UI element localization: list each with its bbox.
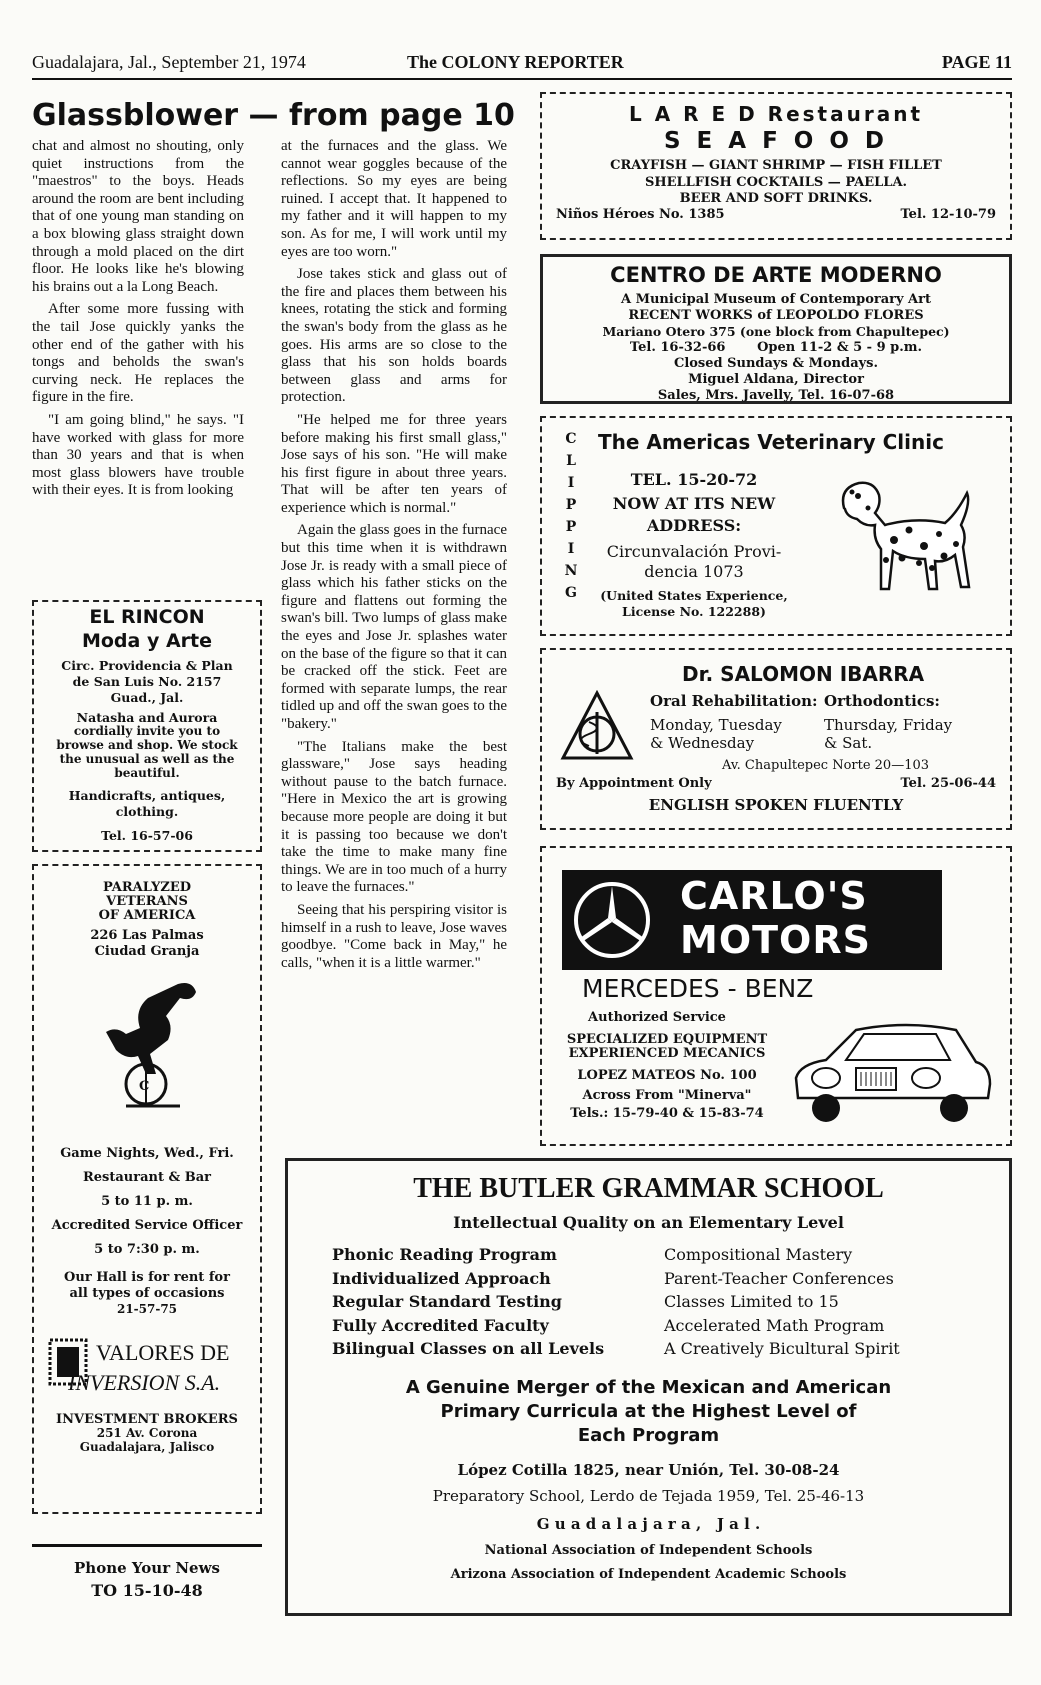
article-paragraph: After some more fussing with the tail Jose quickly yanks the other end of the gather with his tongs and beholds the swan's curving neck. He replaces the figure in the fire. xyxy=(32,301,244,406)
ad-line: beautiful. xyxy=(114,766,180,780)
ad-title: CENTRO DE ARTE MODERNO xyxy=(610,263,942,287)
ad-line: de San Luis No. 2157 xyxy=(72,674,222,689)
letter: N xyxy=(564,563,578,579)
ad-line: License No. 122288) xyxy=(622,604,766,619)
ad-phone: TO 15-10-48 xyxy=(91,1581,203,1600)
ad-carlos-motors xyxy=(540,846,1012,1146)
feature-item: Individualized Approach xyxy=(332,1268,551,1288)
ad-line: NOW AT ITS NEW xyxy=(612,494,776,513)
ad-address: 251 Av. Corona xyxy=(96,1426,198,1440)
ad-phone: TEL. 15-20-72 xyxy=(630,470,758,489)
ad-line: Oral Rehabilitation: xyxy=(650,692,818,710)
ad-line: & Sat. xyxy=(824,734,873,752)
ad-line: Guad., Jal. xyxy=(110,690,184,705)
letter: G xyxy=(565,585,577,601)
ad-line: Circunvalación Provi- xyxy=(606,542,782,561)
ad-line: cordially invite you to xyxy=(73,724,221,738)
ad-address: Niños Héroes No. 1385 xyxy=(556,207,725,222)
mercedes-star-icon xyxy=(570,878,654,962)
ad-phone: Tel. 12-10-79 xyxy=(900,207,996,222)
ad-line: A Municipal Museum of Contemporary Art xyxy=(620,292,932,307)
ad-line: Each Program xyxy=(577,1425,720,1446)
ad-paralyzed-veterans xyxy=(32,864,262,1514)
ad-address: López Cotilla 1825, near Unión, Tel. 30-08-24 xyxy=(457,1461,840,1479)
ad-line: RECENT WORKS of LEOPOLDO FLORES xyxy=(628,308,924,323)
page-header xyxy=(32,50,1012,80)
ad-line: Miguel Aldana, Director xyxy=(688,372,864,387)
ad-phone: Tel. 25-06-44 xyxy=(900,776,996,791)
letter: P xyxy=(565,497,577,513)
clipping-vertical-label xyxy=(564,428,578,604)
letter: P xyxy=(565,519,577,535)
ad-line: SHELLFISH COCKTAILS — PAELLA. xyxy=(644,175,908,190)
ad-line: Primary Curricula at the Highest Level of xyxy=(440,1401,857,1422)
ad-butler-grammar-school xyxy=(285,1158,1012,1616)
ad-line: SPECIALIZED EQUIPMENT xyxy=(566,1032,768,1047)
ad-line: Restaurant & Bar xyxy=(82,1170,212,1185)
ad-line: VETERANS xyxy=(106,894,188,909)
features-right-list xyxy=(664,1243,900,1361)
ad-address: Guadalajara, Jalisco xyxy=(79,1440,215,1454)
ad-phone: Tel. 16-57-06 xyxy=(101,828,193,843)
ad-phone: 21-57-75 xyxy=(116,1302,178,1316)
ad-line: Tel. 16-32-66 Open 11-2 & 5 - 9 p.m. xyxy=(629,340,923,355)
feature-item: Compositional Mastery xyxy=(664,1245,853,1264)
ad-address: Av. Chapultepec Norte 20—103 xyxy=(722,758,930,773)
ad-title: The Americas Veterinary Clinic xyxy=(598,430,944,454)
ad-line: INVESTMENT BROKERS xyxy=(56,1412,238,1427)
feature-item: Phonic Reading Program xyxy=(332,1245,557,1264)
feature-item: Classes Limited to 15 xyxy=(664,1292,839,1311)
letter: I xyxy=(567,475,575,491)
carlos-name-1: CARLO'S xyxy=(680,874,868,918)
ad-line: Circ. Providencia & Plan xyxy=(61,658,233,673)
letter: L xyxy=(566,453,576,469)
svg-text:C: C xyxy=(139,1079,150,1094)
ad-la-red-restaurant xyxy=(540,92,1012,240)
article-title: Glassblower — from page 10 xyxy=(32,98,515,133)
mercedes-car-illustration xyxy=(786,1008,996,1128)
ad-line: Across From "Minerva" xyxy=(582,1088,752,1103)
valores-logo-line-1: VALORES DE xyxy=(96,1340,230,1365)
page-number: PAGE 11 xyxy=(941,52,1012,72)
carlos-banner xyxy=(562,870,942,970)
mercedes-benz-label: MERCEDES - BENZ xyxy=(582,974,814,1003)
ad-city: G u a d a l a j a r a , J a l . xyxy=(536,1515,761,1533)
ad-line: Sales, Mrs. Javelly, Tel. 16-07-68 xyxy=(657,388,895,403)
article-column-2 xyxy=(281,138,507,977)
valores-logo-line-2: INVERSION S.A. xyxy=(68,1370,221,1395)
article-paragraph: Seeing that his perspiring visitor is himself in a rush to leave, Jose waves goodbye. "Come back in May," he calls, "when it is a little warmer." xyxy=(281,901,507,971)
ad-line: A Genuine Merger of the Mexican and American xyxy=(405,1377,892,1398)
article-paragraph: Again the glass goes in the furnace but this time when it is withdrawn Jose Jr. is ready with a small piece of glass which his father sticks on the figure and flattens out forming the swan's bill. Two lumps of glass make the eyes and Jose Jr. splashes water on the base of the figure so that it can be cracked off the stick. Feet are formed with separate lumps, the rear tidled up and off the swan goes to the "bakery." xyxy=(281,522,507,732)
dental-caduceus-emblem xyxy=(560,690,634,762)
ad-line: By Appointment Only xyxy=(556,776,712,791)
letter: I xyxy=(567,541,575,557)
dalmatian-dog-illustration xyxy=(824,468,984,598)
carlos-name-2: MOTORS xyxy=(680,918,871,962)
ad-line: BEER AND SOFT DRINKS. xyxy=(679,191,873,206)
ad-address: Preparatory School, Lerdo de Tejada 1959, Tel. 25-46-13 xyxy=(432,1487,865,1505)
ad-subtitle: Moda y Arte xyxy=(81,630,213,652)
article-paragraph: at the furnaces and the glass. We cannot wear goggles because of the reflections. So my eyes are being ruined. I accept that. It happened to my father and it will happen to my son. As for me, I will work until my eyes are too worn." xyxy=(281,138,507,260)
ad-line: ADDRESS: xyxy=(646,516,742,535)
ad-line: Phone Your News xyxy=(74,1559,220,1577)
article-paragraph: "I am going blind," he says. "I have worked with glass for more than 30 years and that is when most glass blowers have trouble with their eyes. It is from looking xyxy=(32,411,244,499)
ad-title: L A R E D Restaurant xyxy=(628,102,924,126)
ad-line: browse and shop. We stock xyxy=(56,738,238,752)
ad-title: EL RINCON xyxy=(89,606,205,628)
ad-el-rincon xyxy=(32,600,262,852)
ad-line: Handicrafts, antiques, xyxy=(68,788,226,803)
article-paragraph: chat and almost no shouting, only quiet instructions from the "maestros" to the boys. Heads around the room are bent including that of one young man standing on a box blowing glass straight down through a mold placed on the dirt floor. He looks like he's blowing his brains out a la Long Beach. xyxy=(32,138,244,295)
ad-line: Arizona Association of Independent Academic Schools xyxy=(450,1567,847,1582)
ad-address: 226 Las Palmas xyxy=(90,928,204,943)
ad-line: Mariano Otero 375 (one block from Chapultepec) xyxy=(602,324,950,339)
ad-address: Ciudad Granja xyxy=(94,944,200,959)
ad-line: National Association of Independent Schools xyxy=(484,1543,813,1558)
ad-line: Tels.: 15-79-40 & 15-83-74 xyxy=(570,1106,764,1121)
feature-item: Fully Accredited Faculty xyxy=(332,1315,549,1335)
ad-line: OF AMERICA xyxy=(98,908,196,923)
ad-line: the unusual as well as the xyxy=(59,752,235,766)
ad-line: 5 to 7:30 p. m. xyxy=(94,1242,200,1257)
ad-title: Dr. SALOMON IBARRA xyxy=(682,662,925,686)
ad-dr-salomon-ibarra xyxy=(540,648,1012,830)
ad-title: THE BUTLER GRAMMAR SCHOOL xyxy=(413,1173,884,1204)
feature-item: Accelerated Math Program xyxy=(664,1315,885,1335)
ad-line: Closed Sundays & Mondays. xyxy=(673,356,879,371)
ad-subtitle: S E A F O O D xyxy=(663,128,889,154)
article-column-1 xyxy=(32,138,244,505)
article-paragraph: Jose takes stick and glass out of the fire and places them between his knees, rotating the stick and forming the swan's body from the glass as he goes. His arms are so close to the glass that his son holds boards between glass and arms for protection. xyxy=(281,266,507,406)
letter: C xyxy=(565,431,577,447)
ad-centro-de-arte xyxy=(540,254,1012,404)
ad-line: Monday, Tuesday xyxy=(650,716,782,734)
ad-line: 5 to 11 p. m. xyxy=(101,1194,193,1209)
ad-line: Orthodontics: xyxy=(824,692,940,710)
publication-name: The COLONY REPORTER xyxy=(407,52,624,72)
ad-americas-veterinary-clinic xyxy=(540,416,1012,636)
ad-line: PARALYZED xyxy=(102,880,192,895)
article-paragraph: "The Italians make the best glassware," Jose says heading without pause to the batch furnace. "Here in Mexico the art is growing because more people are doing it but it is passing too because we don't take the time to make many fine things. We are in too much of a hurry to leave the furnaces." xyxy=(281,738,507,896)
feature-item: A Creatively Bicultural Spirit xyxy=(664,1339,900,1358)
ad-line: Our Hall is for rent for xyxy=(64,1270,230,1285)
ad-line: dencia 1073 xyxy=(644,562,744,581)
ad-line: (United States Experience, xyxy=(600,588,788,603)
wheelchair-figure-illustration xyxy=(90,976,210,1126)
ad-subtitle: Intellectual Quality on an Elementary Level xyxy=(453,1213,844,1232)
feature-item: Bilingual Classes on all Levels xyxy=(332,1339,605,1358)
feature-item: Parent-Teacher Conferences xyxy=(664,1268,894,1288)
ad-line: EXPERIENCED MECANICS xyxy=(568,1046,766,1061)
ad-line: Thursday, Friday xyxy=(824,716,953,734)
dateline: Guadalajara, Jal., September 21, 1974 xyxy=(32,52,306,72)
article-paragraph: "He helped me for three years before making his first small glass," Jose says of his son. "He will make his first figure in about three years. That will be after ten years of experience which is normal." xyxy=(281,411,507,516)
ad-line: Natasha and Aurora xyxy=(76,710,218,725)
ad-line: Accredited Service Officer xyxy=(51,1218,243,1233)
ad-line: clothing. xyxy=(115,804,179,819)
ad-line: Authorized Service xyxy=(588,1010,726,1025)
features-left-list xyxy=(332,1243,604,1361)
ad-line: CRAYFISH — GIANT SHRIMP — FISH FILLET xyxy=(610,158,942,173)
ad-line: ENGLISH SPOKEN FLUENTLY xyxy=(648,796,904,814)
feature-item: Regular Standard Testing xyxy=(332,1292,562,1311)
ad-line: Game Nights, Wed., Fri. xyxy=(60,1146,234,1161)
ad-phone-your-news xyxy=(32,1544,262,1614)
ad-line: LOPEZ MATEOS No. 100 xyxy=(577,1068,757,1083)
ad-line: & Wednesday xyxy=(650,734,755,752)
ad-line: all types of occasions xyxy=(69,1286,225,1301)
